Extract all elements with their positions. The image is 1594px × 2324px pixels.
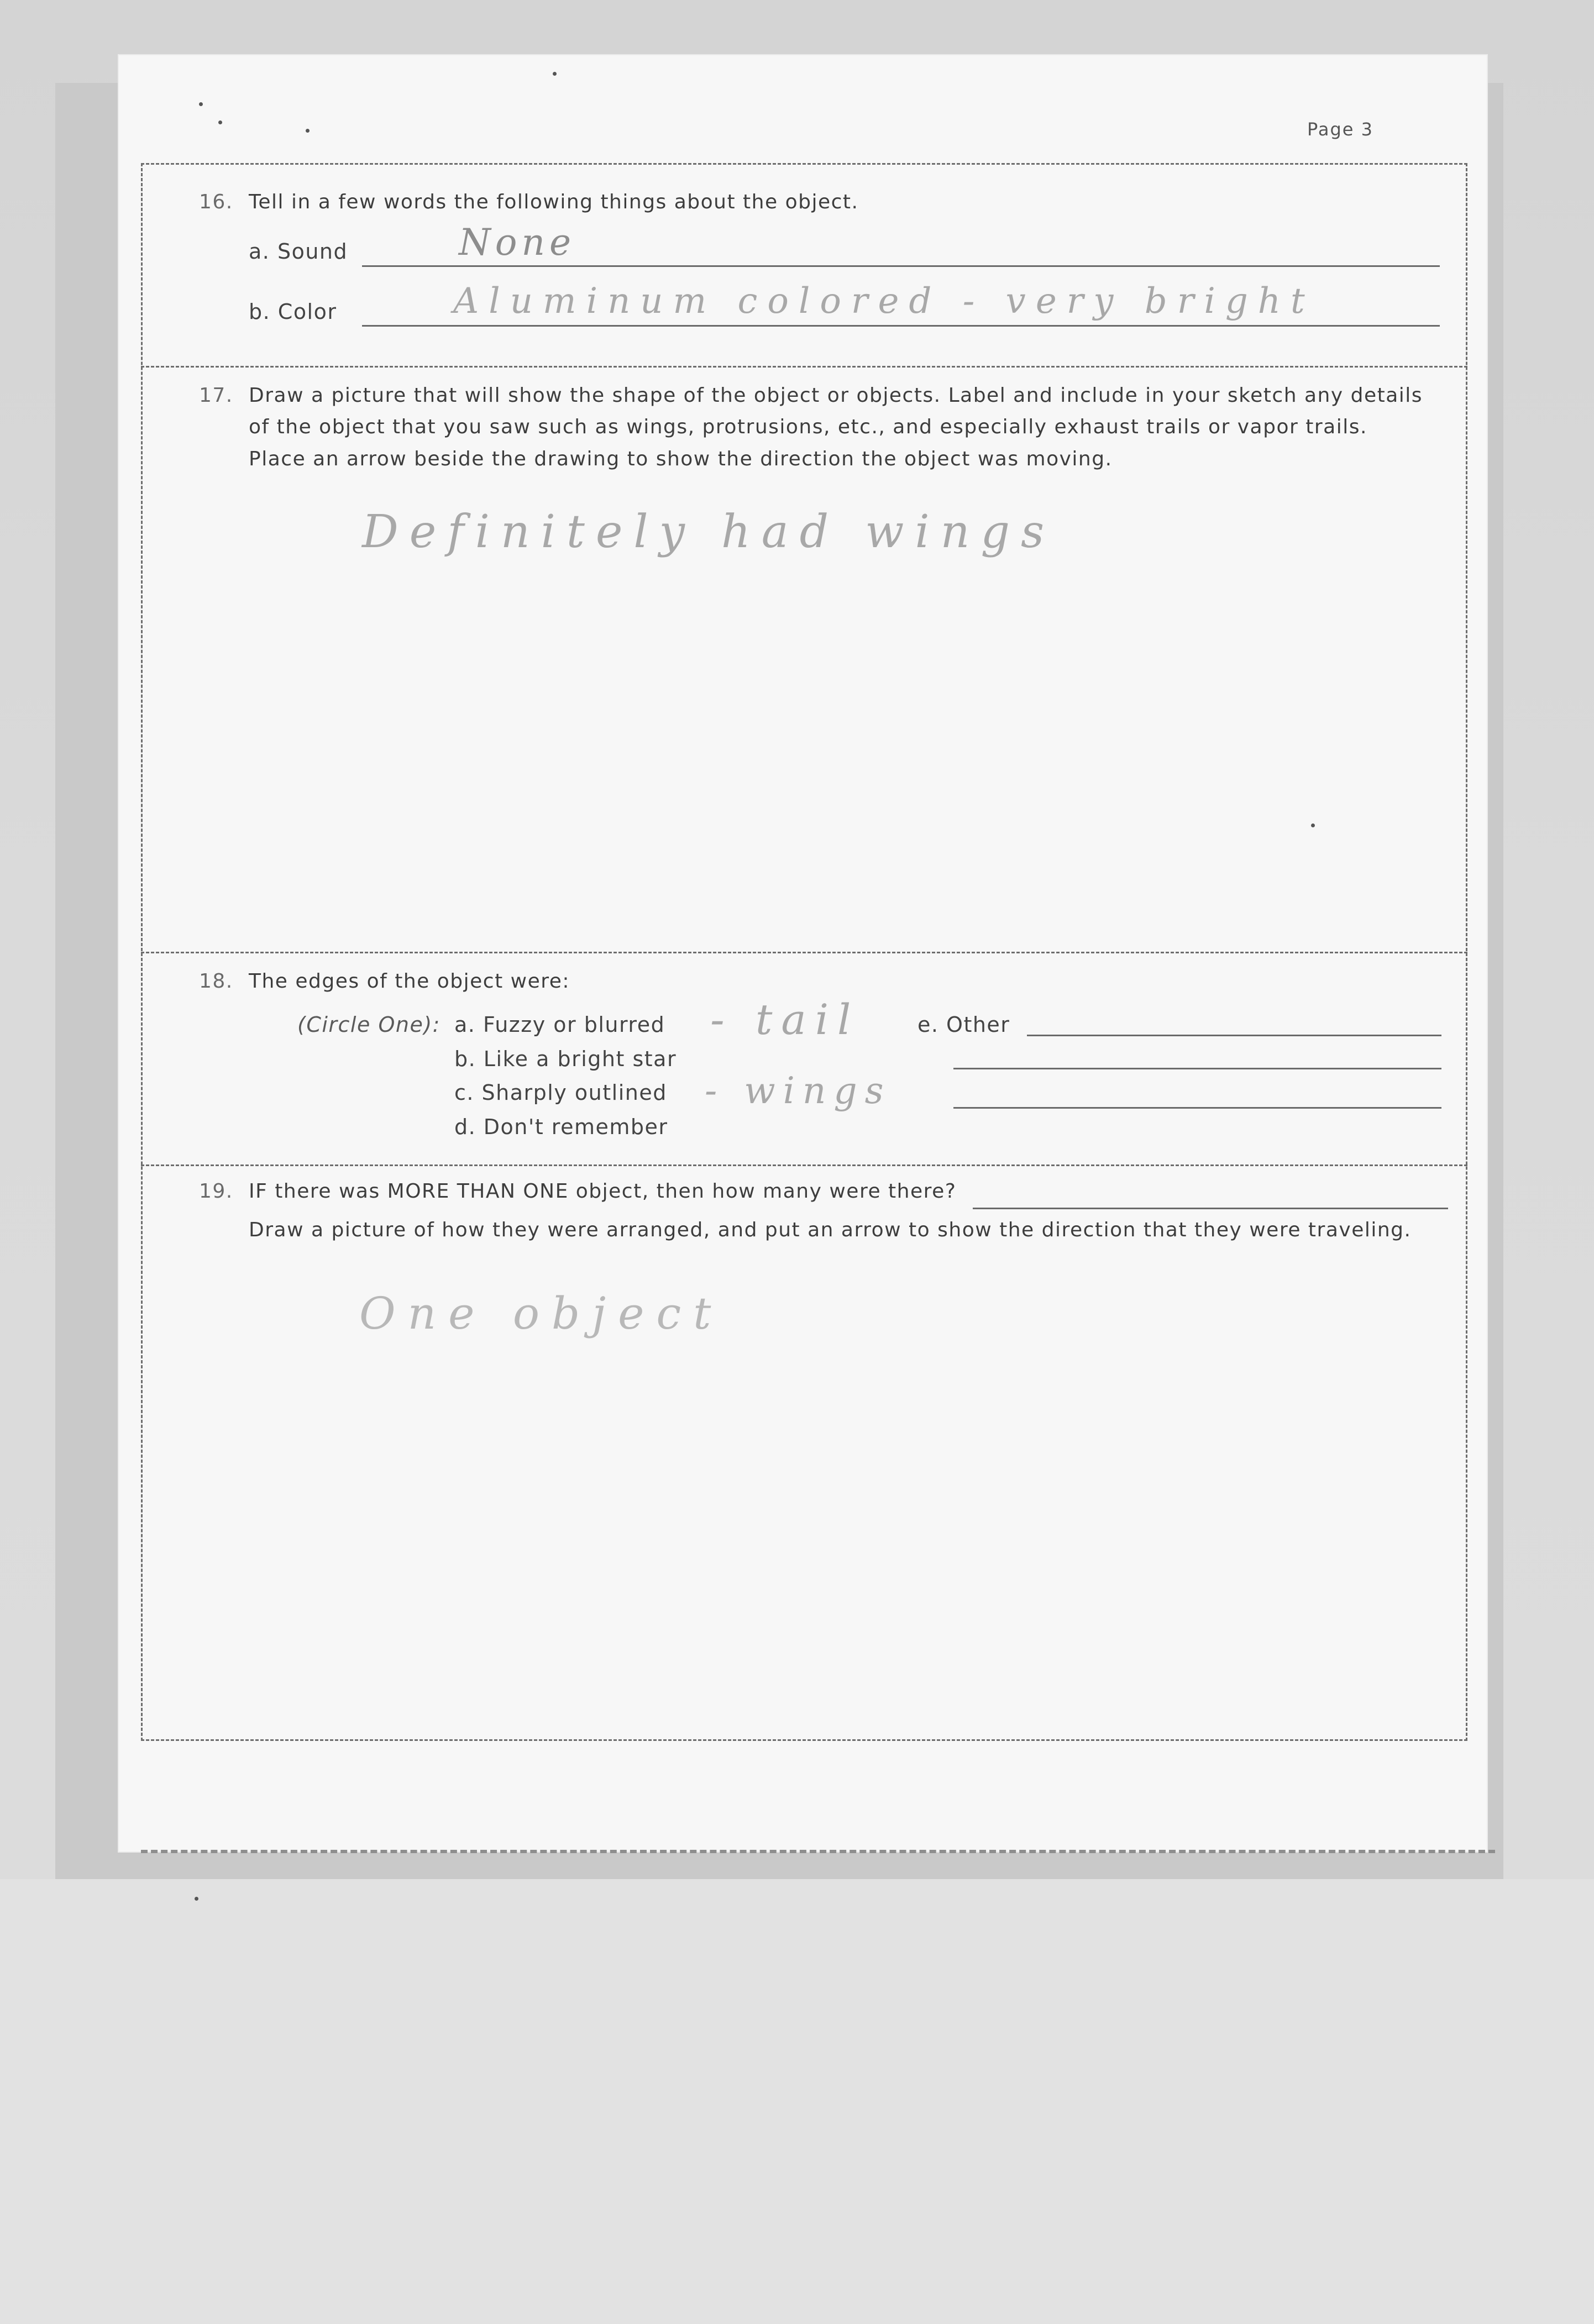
q16-color-field[interactable] — [362, 325, 1440, 327]
scan-speck — [306, 129, 310, 133]
section-divider-18-19 — [141, 1164, 1467, 1166]
q18-option-c[interactable]: c. Sharply outlined — [454, 1080, 667, 1105]
q19-count-field[interactable] — [973, 1208, 1448, 1209]
page-bottom-edge — [141, 1850, 1495, 1853]
q18-other-label: e. Other — [917, 1013, 1010, 1037]
q18-circle-one: (Circle One): — [297, 1013, 441, 1037]
q16-prompt-text: Tell in a few words the following things about the object. — [249, 191, 859, 213]
q17-line1-text: Draw a picture that will show the shape of the object or objects. Label and include in your sketch any details — [249, 384, 1423, 407]
scan-speck — [195, 1897, 198, 1901]
section-divider-16-17 — [141, 366, 1467, 368]
q19-number: 19. — [199, 1180, 233, 1203]
q18-note-wings: - wings — [705, 1069, 892, 1112]
q18-option-b[interactable]: b. Like a bright star — [454, 1047, 677, 1071]
q18-number: 18. — [199, 970, 233, 993]
q16-sound-label: a. Sound — [249, 239, 348, 264]
q19-sketch-answer: One object — [359, 1288, 723, 1339]
q17-number: 17. — [199, 384, 233, 407]
scan-speck — [199, 102, 203, 106]
q16-color-answer: Aluminum colored - very bright — [453, 281, 1315, 322]
q19-line1-text: IF there was MORE THAN ONE object, then how many were there? — [249, 1180, 957, 1203]
q16-sound-answer: None — [459, 221, 576, 264]
lower-background-sheet — [0, 1879, 1594, 2324]
scan-speck — [553, 72, 557, 76]
q17-line1 — [199, 384, 1423, 407]
q16-number: 16. — [199, 191, 233, 213]
q18-option-a[interactable]: a. Fuzzy or blurred — [454, 1013, 665, 1037]
q19-line2: Draw a picture of how they were arranged, and put an arrow to show the direction that they were traveling. — [249, 1219, 1412, 1241]
q18-prompt — [199, 970, 570, 993]
q17-sketch-answer: Definitely had wings — [362, 506, 1056, 558]
q17-line2: of the object that you saw such as wings, protrusions, etc., and especially exhaust trails or vapor trails. — [249, 416, 1367, 438]
q18-other-field-1[interactable] — [1027, 1035, 1441, 1036]
section-divider-17-18 — [141, 952, 1467, 953]
q16-color-label: b. Color — [249, 300, 337, 324]
q18-prompt-text: The edges of the object were: — [249, 970, 570, 993]
q19-line1 — [199, 1180, 956, 1203]
q18-other-field-2[interactable] — [953, 1068, 1441, 1069]
page-number: Page 3 — [1307, 119, 1373, 140]
q17-line3: Place an arrow beside the drawing to show the direction the object was moving. — [249, 448, 1113, 470]
q18-other-field-3[interactable] — [953, 1107, 1441, 1109]
q18-note-tail: - tail — [710, 995, 860, 1044]
q16-sound-field[interactable] — [362, 265, 1440, 267]
q16-prompt — [199, 191, 858, 213]
q18-option-d[interactable]: d. Don't remember — [454, 1115, 668, 1139]
scan-speck — [218, 120, 222, 124]
